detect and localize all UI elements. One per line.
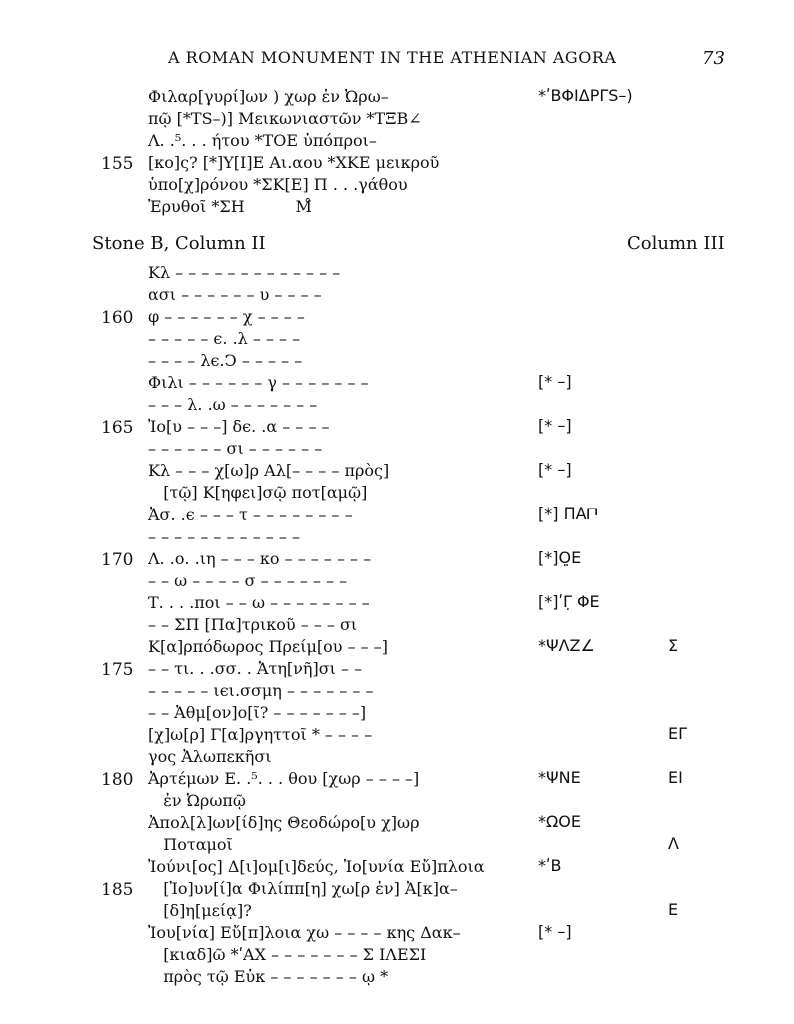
inscription-line: Ἰου[νία] Εὔ[π]λοια χω – – – – κης Δακ– [148, 923, 461, 942]
page-number: 73 [702, 48, 725, 69]
inscription-line: γος Ἀλωπεκῆσι [148, 747, 272, 766]
inscription-line: Ποταμοῖ [148, 835, 233, 854]
numeral-entry: [*]Ọ̣Ε [538, 548, 582, 567]
inscription-line: ασι – – – – – – υ – – – – [148, 285, 322, 304]
inscription-line: – – τι. . .σσ. . Ἀτη[νῆ]σι – – [148, 659, 363, 678]
column-iii-entry: ΕΓ [668, 724, 688, 743]
line-number: 155 [101, 154, 134, 174]
numeral-entry: *ΨΝΕ [538, 768, 581, 787]
column-iii-entry: Ε [668, 900, 679, 919]
inscription-line: Φιλι – – – – – – γ – – – – – – – [148, 373, 369, 392]
inscription-line: – – ω – – – – σ – – – – – – – [148, 571, 348, 590]
numeral-entry: [* –] [538, 922, 572, 941]
line-number: 175 [101, 660, 134, 680]
section-heading-column-ii: Stone B, Column II [92, 233, 266, 254]
inscription-line: – – ΣΠ [Πα]τρικοῦ – – – σι [148, 615, 358, 634]
inscription-line: Λ. .ο. .ιη – – – κο – – – – – – – [148, 549, 372, 568]
numeral-entry: [*]ʹΓ̣ ΦΕ [538, 592, 600, 611]
inscription-line: [τῷ] Κ[ηφει]σῷ ποτ[αμῷ] [148, 483, 368, 502]
line-number: 160 [101, 308, 134, 328]
inscription-line: Κλ – – – – – – – – – – – – – [148, 263, 341, 282]
inscription-line: ὑπο[χ]ρόνου *ΣΚ[Ε] Π . . .γάθου [148, 175, 408, 194]
line-number: 170 [101, 550, 134, 570]
inscription-line: Φιλαρ[γυρί]ων ) χωρ ἐν Ὠρω– [148, 87, 389, 106]
numeral-entry: *ΨΛΖ∠ [538, 636, 595, 655]
numeral-entry: [* –] [538, 460, 572, 479]
numeral-entry: *ʹΒΦΙΔΡΓS–) [538, 86, 633, 105]
numeral-entry: *ʹΒ [538, 856, 562, 875]
inscription-line: [δ]η[μείᾳ]? [148, 901, 252, 920]
inscription-line: [Ἰο]υν[ί]α Φιλίππ[η] χω[ρ ἐν] Ἀ[κ]α– [148, 879, 458, 898]
inscription-line: Λ. .⁵. . . ήτου *ΤΟΕ ὑπόπροι– [148, 131, 377, 150]
inscription-line: Ἀσ. .ϵ – – – τ – – – – – – – – [148, 505, 353, 524]
inscription-line: – – Ἀθμ[ον]ο[ῖ? – – – – – – –] [148, 703, 367, 722]
column-iii-entry: ΕΙ [668, 768, 683, 787]
inscription-line: Ἀρτέμων Ε. .⁵. . . θου [χωρ – – – –] [148, 769, 420, 788]
inscription-line: Κλ – – – χ[ω]ρ Αλ[– – – – πρὸς] [148, 461, 390, 480]
inscription-line: Ἰο[υ – – –] δϵ. .α – – – – [148, 417, 330, 436]
inscription-line: [χ]ω[ρ] Γ[α]ργηττοῖ * – – – – [148, 725, 373, 744]
line-number: 180 [101, 770, 134, 790]
inscription-line: φ – – – – – – χ – – – – [148, 307, 305, 326]
inscription-line: Ἀπολ[λ]ων[ίδ]ης Θεοδώρο[υ χ]ωρ [148, 813, 420, 832]
line-number: 165 [101, 418, 134, 438]
inscription-line: [κο]ς? [*]Υ[Ι]Ε Αι.αου *ΧΚΕ μεικροῦ [148, 153, 440, 172]
inscription-line: [κιαδ]ῶ *ʹΑΧ – – – – – – – Σ ΙΛΕΣΙ [148, 945, 427, 964]
running-header: A ROMAN MONUMENT IN THE ATHENIAN AGORA [168, 48, 617, 67]
inscription-line: ἐν Ὠρωπῷ [148, 791, 246, 810]
numeral-entry: *ΩΟΕ [538, 812, 581, 831]
numeral-entry: [* –] [538, 372, 572, 391]
inscription-line: πῷ [*TS–)] Μεικωνιαστῶν *ΤΞΒ∠ [148, 109, 422, 128]
column-iii-entry: Λ [668, 834, 679, 853]
column-iii-entry: Σ [668, 636, 679, 655]
section-heading-column-iii: Column III [627, 233, 725, 254]
inscription-line: – – – – – – σι – – – – – – [148, 439, 323, 458]
inscription-line: Κ[α]ρπόδωρος Πρείμ[ου – – –] [148, 637, 388, 656]
inscription-line: – – – – – ϵ. .λ – – – – [148, 329, 301, 348]
inscription-line: – – – λ. .ω – – – – – – – [148, 395, 318, 414]
inscription-line: πρὸς τῷ Εὐκ – – – – – – – ῳ * [148, 967, 389, 986]
inscription-line: – – – – – ιϵι.σσμη – – – – – – – [148, 681, 374, 700]
line-number: 185 [101, 880, 134, 900]
inscription-line: – – – – – – – – – – – – [148, 527, 300, 546]
numeral-entry: [*] ΠΑ𐅃 [538, 504, 598, 523]
inscription-line: Ἰούνι[ος] Δ[ι]ομ[ι]δεύς, Ἰο[υνία Εὔ]πλοια [148, 857, 485, 876]
inscription-line: Ἐρυθοῖ *ΣΗ Μ̊ [148, 197, 312, 216]
inscription-line: – – – – λϵ.Ͻ – – – – – [148, 351, 303, 370]
numeral-entry: [* –] [538, 416, 572, 435]
inscription-line: Τ. . . .ποι – – ω – – – – – – – – [148, 593, 370, 612]
